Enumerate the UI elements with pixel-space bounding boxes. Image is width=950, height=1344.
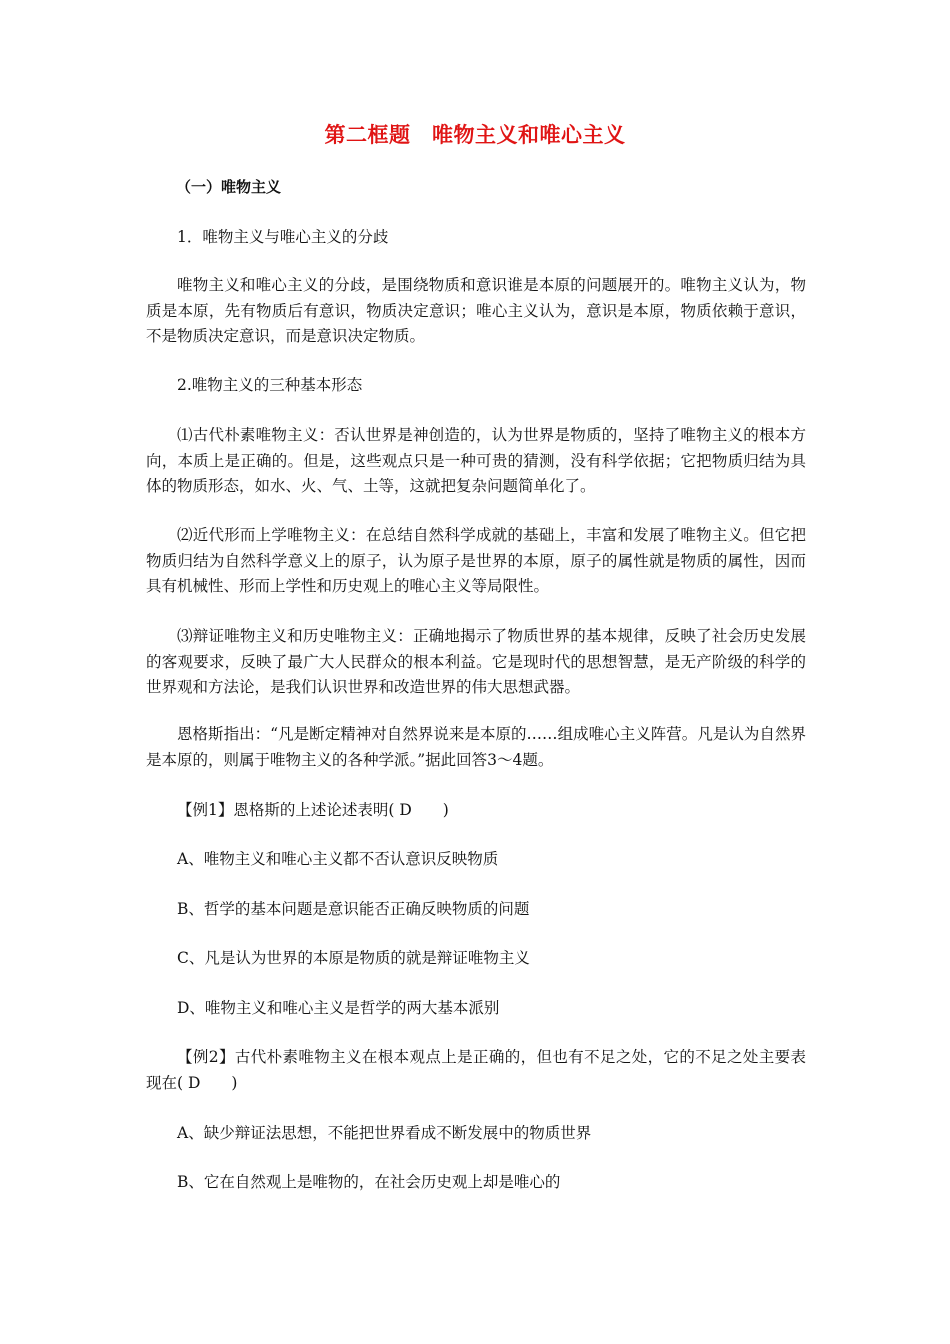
section-heading: （一）唯物主义 (176, 178, 282, 196)
paragraph-dialectical-materialism: ⑶辩证唯物主义和历史唯物主义：正确地揭示了物质世界的基本规律，反映了社会历史发展的客观要求，反映了最广大人民群众的根本利益。它是现时代的思想智慧，是无产阶级的科学的世界观和方法论，是我们认识世界和改造世界的伟大思想武器。 (146, 627, 806, 696)
example-1-option-a: A、唯物主义和唯心主义都不否认意识反映物质 (177, 850, 499, 868)
example-2-option-b: B、它在自然观上是唯物的，在社会历史观上却是唯心的 (177, 1173, 561, 1191)
example-1-question: 【例1】恩格斯的上述论述表明( D ) (177, 801, 449, 819)
subheading-three-forms: 2.唯物主义的三种基本形态 (177, 376, 363, 394)
example-2-question: 【例2】古代朴素唯物主义在根本观点上是正确的，但也有不足之处，它的不足之处主要表现在( D ) (146, 1048, 806, 1092)
subheading-divergence: 1．唯物主义与唯心主义的分歧 (177, 228, 389, 246)
example-2-option-a: A、缺少辩证法思想，不能把世界看成不断发展中的物质世界 (177, 1124, 592, 1142)
paragraph-divergence: 唯物主义和唯心主义的分歧，是围绕物质和意识谁是本原的问题展开的。唯物主义认为，物质是本原，先有物质后有意识，物质决定意识；唯心主义认为，意识是本原，物质依赖于意识，不是物质决定意识，而是意识决定物质。 (146, 276, 806, 345)
paragraph-modern-materialism: ⑵近代形而上学唯物主义：在总结自然科学成就的基础上，丰富和发展了唯物主义。但它把物质归结为自然科学意义上的原子，认为原子是世界的本原，原子的属性就是物质的属性，因而具有机械性、形而上学性和历史观上的唯心主义等局限性。 (146, 526, 806, 595)
example-1-option-c: C、凡是认为世界的本原是物质的就是辩证唯物主义 (177, 949, 530, 967)
example-1-option-b: B、哲学的基本问题是意识能否正确反映物质的问题 (177, 900, 530, 918)
example-1-option-d: D、唯物主义和唯心主义是哲学的两大基本派别 (177, 999, 500, 1017)
page-title: 第二框题 唯物主义和唯心主义 (324, 123, 626, 147)
paragraph-engels-quote: 恩格斯指出：“凡是断定精神对自然界说来是本原的……组成唯心主义阵营。凡是认为自然界是本原的，则属于唯物主义的各种学派。”据此回答3～4题。 (146, 725, 806, 769)
paragraph-ancient-materialism: ⑴古代朴素唯物主义：否认世界是神创造的，认为世界是物质的，坚持了唯物主义的根本方向，本质上是正确的。但是，这些观点只是一种可贵的猜测，没有科学依据；它把物质归结为具体的物质形态，如水、火、气、土等，这就把复杂问题简单化了。 (146, 426, 806, 495)
